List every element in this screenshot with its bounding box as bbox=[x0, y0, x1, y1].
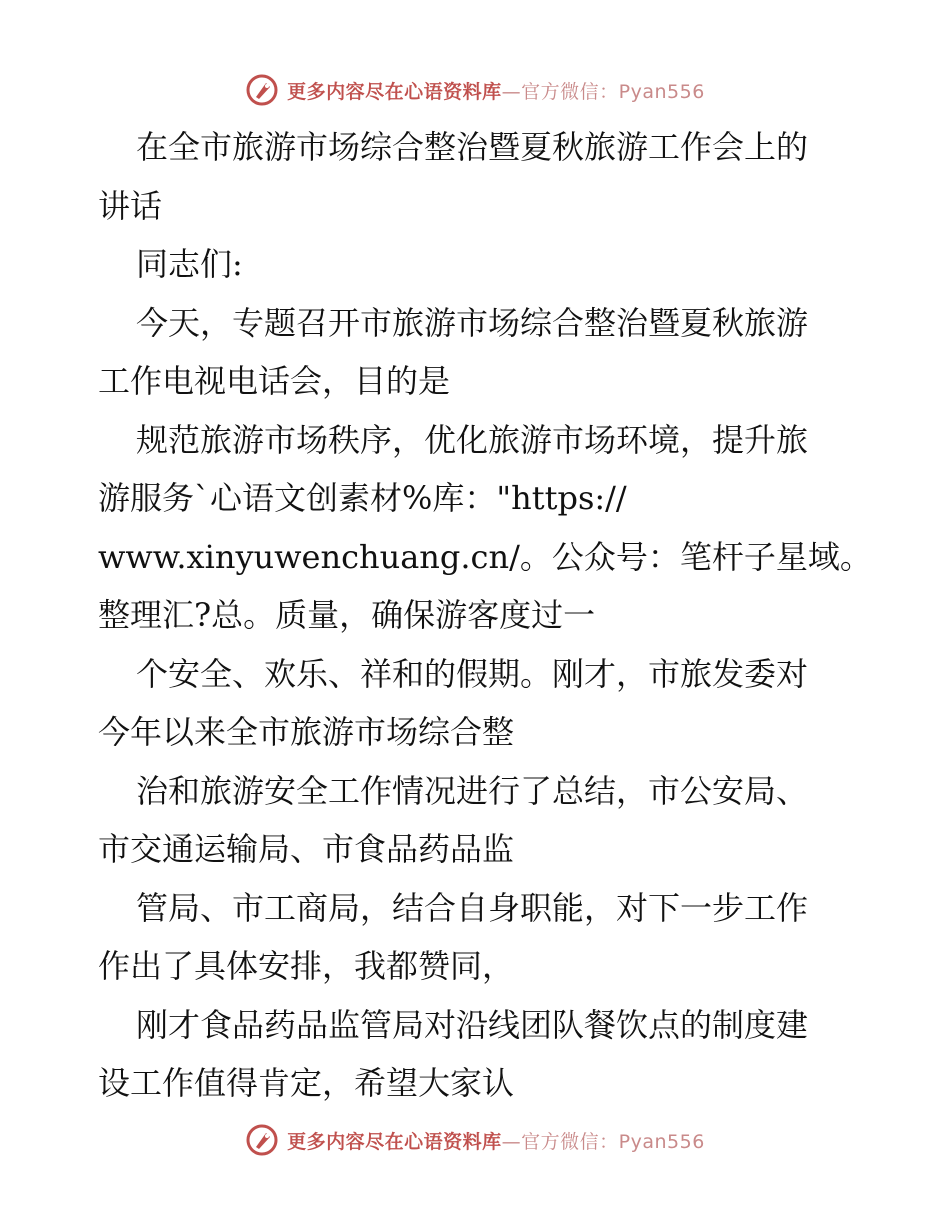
document-body bbox=[98, 118, 872, 1113]
pen-nib-logo-icon bbox=[245, 1123, 279, 1157]
paragraph-line: 设工作值得肯定，希望大家认 bbox=[98, 1064, 515, 1102]
paragraph-line: 今天，专题召开市旅游市场综合整治暨夏秋旅游 bbox=[136, 303, 809, 342]
header-watermark-banner bbox=[0, 70, 950, 110]
title-line-2: 讲话 bbox=[98, 186, 163, 225]
watermark-text: 更多内容尽在心语资料库—官方微信：Pyan556 bbox=[287, 80, 705, 103]
paragraph-line: 游服务`心语文创素材%库："https:// bbox=[98, 479, 627, 517]
paragraph-line: 市交通运输局、市食品药品监 bbox=[98, 830, 515, 868]
pen-nib-logo-icon bbox=[245, 73, 279, 107]
paragraph-line: 今年以来全市旅游市场综合整 bbox=[98, 713, 515, 751]
salutation: 同志们: bbox=[136, 245, 243, 283]
paragraph-line: 工作电视电话会，目的是 bbox=[98, 362, 451, 400]
paragraph-line: 管局、市工商局，结合自身职能，对下一步工作 bbox=[136, 888, 809, 927]
title-line-1: 在全市旅游市场综合整治暨夏秋旅游工作会上的 bbox=[136, 128, 809, 166]
paragraph-line: 作出了具体安排，我都赞同， bbox=[98, 947, 515, 985]
paragraph-line: 规范旅游市场秩序，优化旅游市场环境，提升旅 bbox=[136, 420, 809, 459]
paragraph-line: 个安全、欢乐、祥和的假期。刚才，市旅发委对 bbox=[136, 654, 809, 693]
paragraph-line: 整理汇?总。质量，确保游客度过一 bbox=[98, 596, 596, 634]
footer-watermark-banner bbox=[0, 1120, 950, 1160]
paragraph-line: 治和旅游安全工作情况进行了总结，市公安局、 bbox=[136, 771, 809, 810]
watermark-text: 更多内容尽在心语资料库—官方微信：Pyan556 bbox=[287, 1130, 705, 1153]
paragraph-line: 刚才食品药品监管局对沿线团队餐饮点的制度建 bbox=[136, 1005, 809, 1044]
paragraph-line: www.xinyuwenchuang.cn/。公众号：笔杆子星域。 bbox=[98, 537, 872, 576]
